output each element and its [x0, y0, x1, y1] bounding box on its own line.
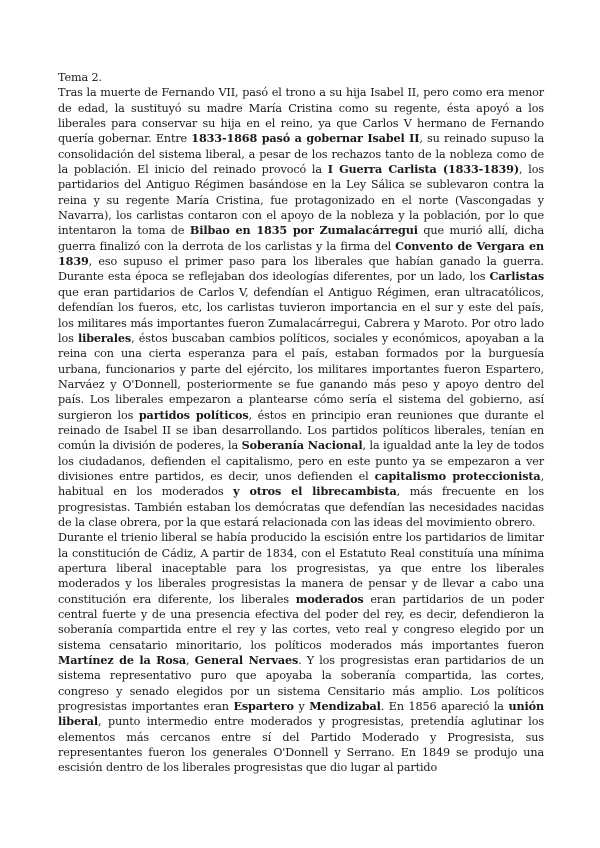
bold-text-run: Convento de Vergara en 1839 — [58, 238, 544, 269]
text-run: que murió allí, dicha guerra finalizó con la derrota de los carlistas y la firma del — [58, 224, 545, 253]
text-run: , habitual en los moderados — [58, 469, 544, 499]
text-run: , — [185, 654, 195, 668]
bold-text-run: y otros el librecambista — [233, 484, 397, 499]
text-run: , los partidarios del Antiguo Régimen basándose en la Ley Sálica se sublevaron contra la reina y su regente María Cristina, fue protagonizado en el norte (Vascongadas y Navarra), los carlistas contaron con el apoyo de la nobleza y la población, por lo que intentaron la toma de — [58, 163, 544, 238]
text-run: , su reinado supuso la consolidación del sistema liberal, a pesar de los rechazos tanto de la nobleza como de la población. El inicio del reinado provocó la — [58, 132, 544, 177]
bold-text-run: 1833-1868 pasó a gobernar Isabel II — [191, 131, 420, 146]
paragraph-1 — [58, 85, 544, 530]
bold-text-run: Espartero — [233, 699, 294, 714]
text-run: , eso supuso el primer paso para los liberales que habían ganado la guerra. Durante esta época se reflejaban dos ideologías diferentes, por un lado, los — [58, 255, 544, 284]
bold-text-run: General Nervaes — [194, 653, 299, 668]
bold-text-run: liberales — [77, 330, 132, 345]
text-run: Durante el trienio liberal se había producido la escisión entre los partidarios de limitar la constitución de Cádiz, A partir de 1834, con el Estatuto Real constituía una mínima apertura liberal inaceptable para los progresistas, ya que entre los liberales moderados y los liberales progresistas la manera de pensar y de llevar a cabo una constitución era diferente, los liberales — [58, 531, 544, 606]
text-run: , punto intermedio entre moderados y progresistas, pretendía aglutinar los elementos más cercanos entre sí del Partido Moderado y Progresista, sus representantes fueron los generales O'Donnell y Serrano. En 1849 se produjo una escisión dentro de los liberales progresistas que dio lugar al partido — [58, 715, 544, 775]
bold-text-run: I Guerra Carlista (1833-1839) — [327, 162, 520, 177]
bold-text-run: capitalismo proteccionista — [374, 468, 541, 483]
bold-text-run: unión liberal — [58, 699, 544, 729]
paragraph-2 — [58, 530, 544, 776]
bold-text-run: Mendizabal — [309, 699, 381, 714]
bold-text-run: partidos políticos — [138, 407, 249, 422]
text-run: . Y los progresistas eran partidarios de un sistema representativo puro que apoyaba la soberanía compartida, las cortes, congreso y senado elegidos por un sistema Censitario más amplio. Los políticos progresistas importantes eran — [58, 654, 544, 714]
bold-text-run: Bilbao en 1835 por Zumalacárregui — [189, 223, 418, 238]
text-run: eran partidarios de un poder central fuerte y de una presencia efectiva del poder del rey, es decir, defendieron la soberanía compartida entre el rey y las cortes, veto real y congreso elegido por un sistema censatario minoritario, los políticos moderados más importantes fueron — [58, 592, 544, 652]
document-page — [58, 70, 544, 776]
text-run: , más frecuente en los progresistas. También estaban los demócratas que defendían las necesidades nacidas de la clase obrera, por la que estará relacionada con las ideas del movimiento obrero. — [58, 485, 544, 529]
bold-text-run: moderados — [295, 591, 364, 606]
bold-text-run: Martínez de la Rosa — [58, 653, 186, 668]
bold-text-run: Soberanía Nacional — [241, 438, 363, 453]
text-run: , éstos buscaban cambios políticos, sociales y económicos, apoyaban a la reina con una cierta esperanza para el país, estaban formados por la burguesía urbana, funcionarios y parte del ejército, los militares importantes fueron Espartero, Narváez y O'Donnell, posteriormente se fue ganando más peso y apoyo dentro del país. Los liberales empezaron a plantearse cómo sería el sistema del gobierno, así surgieron los — [58, 331, 544, 422]
text-run: , éstos en principio eran reuniones que durante el reinado de Isabel II se iban desarrollando. Los partidos políticos liberales, tenían en común la división de poderes, la — [58, 408, 544, 453]
text-run: Tras la muerte de Fernando VII, pasó el trono a su hija Isabel II, pero como era menor de edad, la sustituyó su madre María Cristina como su regente, ésta apoyó a los liberales para conservar su hija en el reino, ya que Carlos V hermano de Fernando quería gobernar. Entre — [58, 86, 544, 146]
document-title: Tema 2. — [58, 71, 102, 84]
text-run: , la igualdad ante la ley de todos los ciudadanos, defienden el capitalismo, pero en este punto ya se empezaron a ver divisiones entre partidos, es decir, unos defienden el — [58, 439, 544, 483]
bold-text-run: Carlistas — [489, 269, 544, 284]
text-run: y — [293, 700, 310, 714]
text-run: . En 1856 apareció la — [380, 700, 509, 714]
text-run: que eran partidarios de Carlos V, defendían el Antiguo Régimen, eran ultracatólicos, defendían los fueros, etc, los carlistas tuvieron importancia en el sur y este del país, los militares más importantes fueron Zumalacárregui, Cabrera y Maroto. Por otro lado los — [58, 285, 544, 345]
